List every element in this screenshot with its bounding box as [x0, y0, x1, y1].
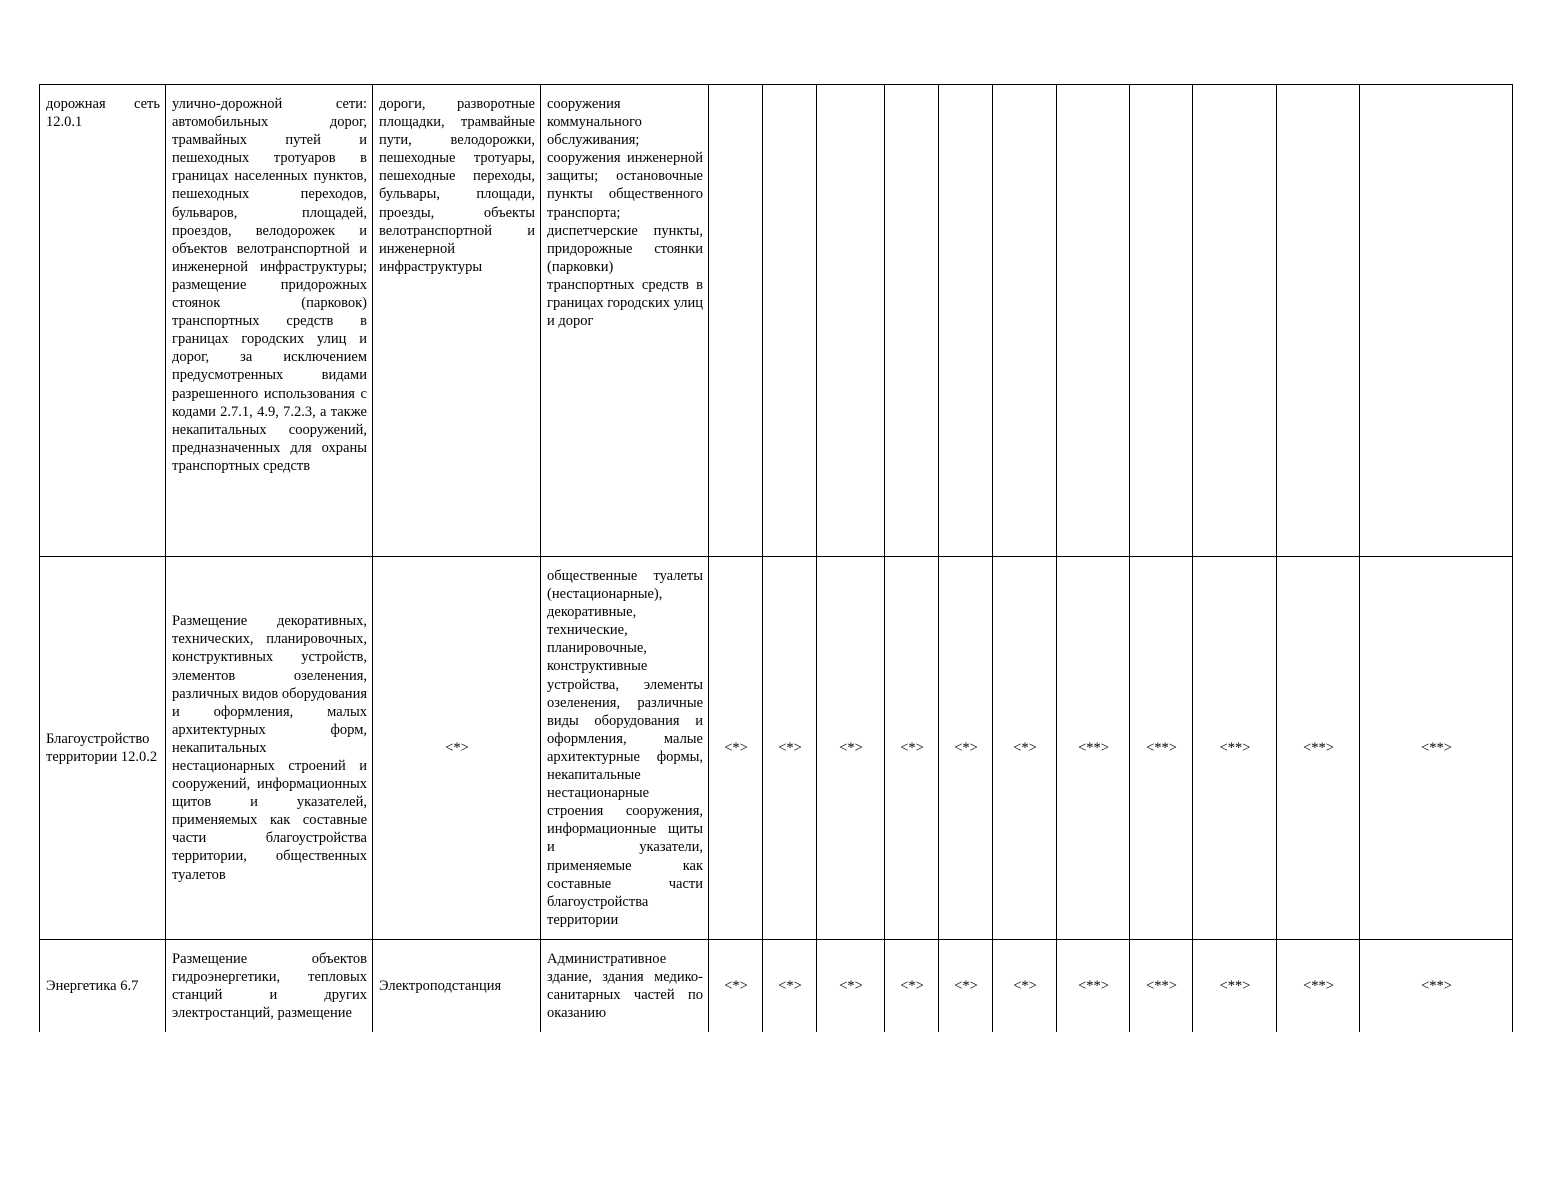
- zone-mark-cell: <*>: [817, 939, 885, 1032]
- zone-mark-cell: <*>: [993, 939, 1057, 1032]
- zone-mark-cell: <*>: [763, 939, 817, 1032]
- zone-mark-cell: [1277, 85, 1360, 557]
- use-type-description: Размещение объектов гидроэнергетики, тепловых станций и других электростанций, размещение: [166, 939, 373, 1032]
- use-type-name: Энергетика 6.7: [40, 939, 166, 1032]
- use-type-name: дорожная сеть 12.0.1: [40, 85, 166, 557]
- zone-mark-cell: <**>: [1057, 939, 1130, 1032]
- zone-mark-cell: <*>: [817, 557, 885, 940]
- zone-mark-cell: [1130, 85, 1193, 557]
- use-type-description: Размещение декоративных, технических, планировочных, конструктивных устройств, элементов озеленения, различных видов оборудования и оформления, малых архитектурных форм, некапитальных нестационарных строений и сооружений, информационных щитов и указателей, применяемых как составные части благоустройства территории, общественных туалетов: [166, 557, 373, 940]
- auxiliary-permitted-use: общественные туалеты (нестационарные), декоративные, технические, планировочные, конструктивные устройства, элементы озеленения, различные виды оборудования и оформления, малые архитектурные формы, некапитальные нестационарные строения сооружения, информационные щиты и указатели, применяемые как составные части благоустройства территории: [541, 557, 709, 940]
- zone-mark-cell: <*>: [939, 557, 993, 940]
- main-permitted-use: <*>: [373, 557, 541, 940]
- use-type-description: улично-дорожной сети: автомобильных дорог, трамвайных путей и пешеходных тротуаров в границах населенных пунктов, пешеходных переходов, бульваров, площадей, проездов, велодорожек и объектов велотранспортной и инженерной инфраструктуры; размещение придорожных стоянок (парковок) транспортных средств в границах городских улиц и дорог, за исключением предусмотренных видами разрешенного использования с кодами 2.7.1, 4.9, 7.2.3, а также некапитальных сооружений, предназначенных для охраны транспортных средств: [166, 85, 373, 557]
- main-permitted-use: дороги, разворотные площадки, трамвайные пути, велодорожки, пешеходные тротуары, пешеходные переходы, бульвары, площади, проезды, объекты велотранспортной и инженерной инфраструктуры: [373, 85, 541, 557]
- zone-mark-cell: <*>: [993, 557, 1057, 940]
- auxiliary-permitted-use: сооружения коммунального обслуживания; сооружения инженерной защиты; остановочные пункты общественного транспорта; диспетчерские пункты, придорожные стоянки (парковки) транспортных средств в границах городских улиц и дорог: [541, 85, 709, 557]
- zone-mark-cell: <*>: [939, 939, 993, 1032]
- zone-mark-cell: <**>: [1277, 557, 1360, 940]
- zone-mark-cell: [1193, 85, 1277, 557]
- zone-mark-cell: <*>: [709, 939, 763, 1032]
- zone-mark-cell: <**>: [1130, 557, 1193, 940]
- zone-mark-cell: <**>: [1130, 939, 1193, 1032]
- table-row: [40, 939, 1513, 1032]
- zone-mark-cell: <**>: [1277, 939, 1360, 1032]
- zone-mark-cell: [993, 85, 1057, 557]
- zone-mark-cell: <*>: [885, 557, 939, 940]
- zone-mark-cell: <**>: [1193, 557, 1277, 940]
- use-type-name: Благоустройство территории 12.0.2: [40, 557, 166, 940]
- zone-mark-cell: <**>: [1360, 557, 1513, 940]
- auxiliary-permitted-use: Административное здание, здания медико-санитарных частей по оказанию: [541, 939, 709, 1032]
- zone-mark-cell: [817, 85, 885, 557]
- table-row: [40, 85, 1513, 557]
- main-permitted-use: Электроподстанция: [373, 939, 541, 1032]
- zone-mark-cell: [885, 85, 939, 557]
- table-row: [40, 557, 1513, 940]
- zone-mark-cell: [763, 85, 817, 557]
- zone-mark-cell: <**>: [1057, 557, 1130, 940]
- zone-mark-cell: [1360, 85, 1513, 557]
- zone-mark-cell: <**>: [1193, 939, 1277, 1032]
- zone-mark-cell: <**>: [1360, 939, 1513, 1032]
- zoning-table: [39, 84, 1513, 1032]
- zone-mark-cell: [1057, 85, 1130, 557]
- zone-mark-cell: [709, 85, 763, 557]
- zone-mark-cell: <*>: [885, 939, 939, 1032]
- zone-mark-cell: [939, 85, 993, 557]
- zone-mark-cell: <*>: [763, 557, 817, 940]
- zone-mark-cell: <*>: [709, 557, 763, 940]
